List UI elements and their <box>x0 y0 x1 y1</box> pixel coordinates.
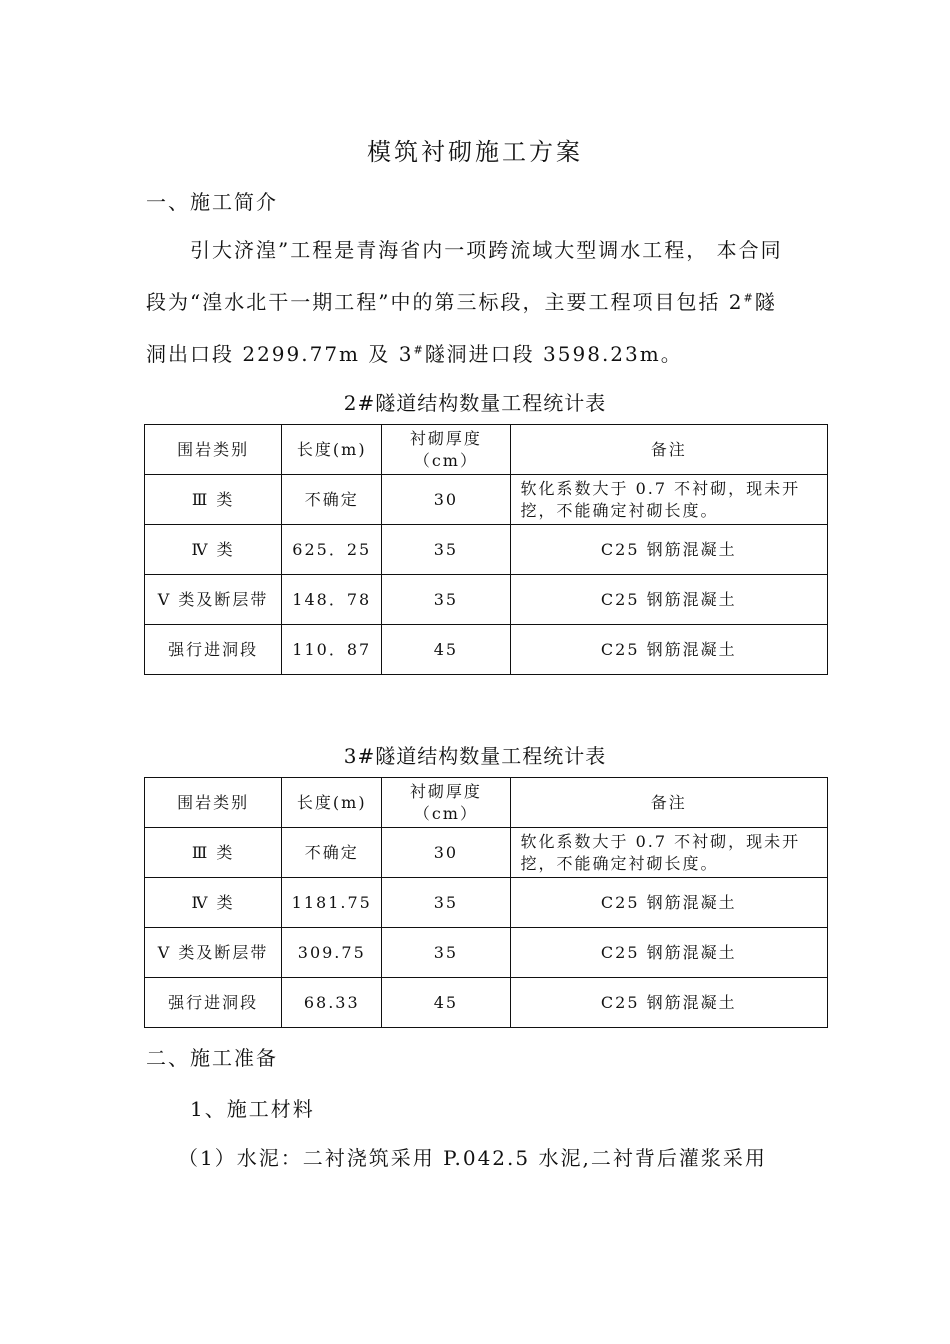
table1 <box>144 424 828 675</box>
paragraph-line-3-text-b: 隧洞进口段 3598.23m。 <box>424 342 683 366</box>
table-cell: 68.33 <box>282 978 382 1028</box>
header-cell: 长度(m) <box>282 778 382 828</box>
table-cell: 1181.75 <box>282 878 382 928</box>
table-cell: Ⅴ 类及断层带 <box>145 928 282 978</box>
table-cell: 35 <box>382 878 510 928</box>
header-cell: 备注 <box>510 425 827 475</box>
table-row <box>145 475 828 525</box>
table2 <box>144 777 828 1028</box>
paragraph-line-3 <box>146 328 826 380</box>
header-cell: 备注 <box>510 778 827 828</box>
table-cell: 不确定 <box>282 475 382 525</box>
table-row <box>145 625 828 675</box>
paragraph-line-1: 引大济湟”工程是青海省内一项跨流域大型调水工程， 本合同 <box>190 238 783 262</box>
table-row <box>145 575 828 625</box>
table-cell: C25 钢筋混凝土 <box>510 575 827 625</box>
header-cell: 衬砌厚度（cm） <box>382 778 510 828</box>
table-cell: 309.75 <box>282 928 382 978</box>
table-cell: 45 <box>382 625 510 675</box>
table-cell: 625．25 <box>282 525 382 575</box>
table-cell: 30 <box>382 475 510 525</box>
table-cell: Ⅲ 类 <box>145 475 282 525</box>
document-title: 模筑衬砌施工方案 <box>367 138 583 166</box>
table1-caption: 2#隧道结构数量工程统计表 <box>343 391 607 415</box>
table-cell: 软化系数大于 0.7 不衬砌，现未开挖，不能确定衬砌长度。 <box>510 475 827 525</box>
table-cell: 35 <box>382 928 510 978</box>
paragraph-line-2-text: 段为“湟水北干一期工程”中的第三标段，主要工程项目包括 2 <box>146 290 744 314</box>
table-cell: C25 钢筋混凝土 <box>510 525 827 575</box>
superscript-hash: # <box>413 343 425 357</box>
table-cell: C25 钢筋混凝土 <box>510 878 827 928</box>
table-cell: 强行进洞段 <box>145 978 282 1028</box>
header-cell: 长度(m) <box>282 425 382 475</box>
subsection-heading: 1、施工材料 <box>190 1097 315 1121</box>
table-row <box>145 878 828 928</box>
table-cell: 110．87 <box>282 625 382 675</box>
table-cell: C25 钢筋混凝土 <box>510 978 827 1028</box>
section1-heading: 一、施工简介 <box>146 190 278 214</box>
table-cell: 30 <box>382 828 510 878</box>
section2-heading: 二、施工准备 <box>146 1046 278 1070</box>
table-row <box>145 828 828 878</box>
table-cell: 35 <box>382 525 510 575</box>
materials-item-1: （1）水泥：二衬浇筑采用 P.042.5 水泥,二衬背后灌浆采用 <box>178 1146 767 1170</box>
header-cell: 围岩类别 <box>145 778 282 828</box>
table-cell: 148．78 <box>282 575 382 625</box>
table-row <box>145 525 828 575</box>
table-cell: Ⅳ 类 <box>145 525 282 575</box>
table-cell: 35 <box>382 575 510 625</box>
paragraph-line-3-text-a: 洞出口段 2299.77m 及 3 <box>146 342 414 366</box>
section1-paragraph <box>146 224 826 380</box>
table-row <box>145 928 828 978</box>
table-cell: 45 <box>382 978 510 1028</box>
paragraph-line-2-end: 隧 <box>754 290 777 314</box>
superscript-hash: # <box>743 291 755 305</box>
table-cell: 软化系数大于 0.7 不衬砌，现未开挖，不能确定衬砌长度。 <box>510 828 827 878</box>
table-cell: Ⅴ 类及断层带 <box>145 575 282 625</box>
table-row <box>145 978 828 1028</box>
table-header-row <box>145 778 828 828</box>
table-cell: C25 钢筋混凝土 <box>510 625 827 675</box>
paragraph-line-2 <box>146 276 826 328</box>
header-cell: 围岩类别 <box>145 425 282 475</box>
table-cell: Ⅲ 类 <box>145 828 282 878</box>
table-cell: C25 钢筋混凝土 <box>510 928 827 978</box>
table-cell: 强行进洞段 <box>145 625 282 675</box>
header-cell: 衬砌厚度（cm） <box>382 425 510 475</box>
table-cell: 不确定 <box>282 828 382 878</box>
table2-caption: 3#隧道结构数量工程统计表 <box>343 744 607 768</box>
table-header-row <box>145 425 828 475</box>
table-cell: Ⅳ 类 <box>145 878 282 928</box>
